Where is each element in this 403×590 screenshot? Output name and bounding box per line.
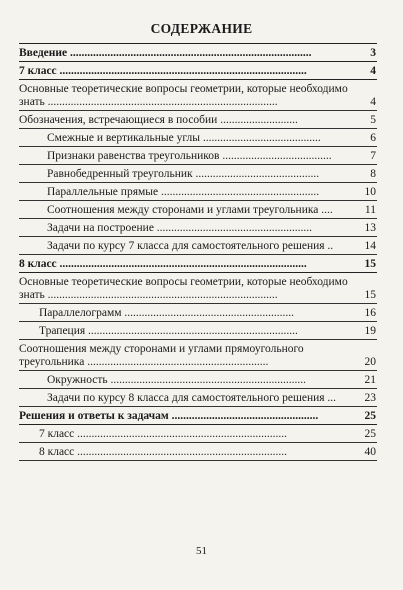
toc-entry-page: 25 [364, 428, 376, 440]
toc-entry-title: Равнобедренный треугольник ........................................... [47, 168, 320, 180]
toc-entry-page: 8 [370, 168, 376, 180]
toc-entry-page: 11 [364, 204, 376, 216]
toc-entry [19, 443, 377, 461]
toc-entry-page: 13 [364, 222, 376, 234]
page-number: 51 [196, 545, 207, 557]
page-title: СОДЕРЖАНИЕ [150, 21, 253, 36]
toc-entry [19, 425, 377, 443]
toc-entry-page: 3 [370, 47, 376, 59]
toc-entry-page: 15 [364, 289, 376, 301]
toc-entry-title: Решения и ответы к задачам ................................................... [19, 410, 319, 422]
toc-entry [19, 389, 377, 407]
toc-entry-title: Обозначения, встречающиеся в пособии ........................... [19, 114, 298, 126]
toc-entry-page: 20 [364, 356, 376, 368]
toc-entry-page: 21 [364, 374, 376, 386]
toc-entry-title: 8 класс ......................................................................... [39, 446, 288, 458]
toc-entry [19, 273, 377, 304]
toc-entry [19, 44, 377, 62]
toc-entry [19, 304, 377, 322]
toc-entry [19, 371, 377, 389]
toc-entry-title: Признаки равенства треугольников ...................................... [47, 150, 332, 162]
toc-entry-page: 4 [370, 96, 376, 108]
toc-entry-title: 7 класс ......................................................................... [39, 428, 288, 440]
toc-entry-page: 19 [364, 325, 376, 337]
toc-entry-page: 40 [364, 446, 376, 458]
toc-entry-page: 14 [364, 240, 376, 252]
toc-entry [19, 340, 377, 371]
toc-entry [19, 237, 377, 255]
toc-entry [19, 201, 377, 219]
toc-entry [19, 165, 377, 183]
toc-entry [19, 407, 377, 425]
toc-entry-title: Соотношения между сторонами и углами прямоугольного треугольника ............................................................... [19, 343, 304, 368]
toc-entry [19, 62, 377, 80]
table-of-contents [19, 43, 377, 461]
toc-entry-title: Трапеция ......................................................................... [39, 325, 298, 337]
toc-entry-page: 6 [370, 132, 376, 144]
toc-entry-page: 4 [370, 65, 376, 77]
toc-entry-title: Задачи по курсу 7 класса для самостоятельного решения .. [47, 240, 334, 252]
toc-entry [19, 129, 377, 147]
toc-entry-title: Введение .................................................................................... [19, 47, 312, 59]
toc-entry [19, 219, 377, 237]
toc-entry-title: Основные теоретические вопросы геометрии, которые необходимо знать ................................................................................ [19, 276, 348, 301]
toc-entry-title: 7 класс ...................................................................................... [19, 65, 307, 77]
toc-entry-title: 8 класс ...................................................................................... [19, 258, 307, 270]
toc-entry-title: Задачи на построение ...................................................... [47, 222, 313, 234]
toc-entry [19, 111, 377, 129]
toc-entry-title: Параллельные прямые ....................................................... [47, 186, 320, 198]
toc-entry-title: Окружность .................................................................... [47, 374, 306, 386]
toc-entry [19, 147, 377, 165]
toc-entry [19, 322, 377, 340]
toc-entry-page: 15 [364, 258, 376, 270]
toc-entry-page: 7 [370, 150, 376, 162]
toc-entry-page: 25 [364, 410, 376, 422]
toc-entry-title: Основные теоретические вопросы геометрии, которые необходимо знать ................................................................................ [19, 83, 348, 108]
toc-entry-page: 10 [364, 186, 376, 198]
toc-entry [19, 80, 377, 111]
toc-entry [19, 183, 377, 201]
toc-entry-title: Смежные и вертикальные углы ......................................... [47, 132, 321, 144]
toc-entry-page: 23 [364, 392, 376, 404]
toc-entry-title: Параллелограмм ........................................................... [39, 307, 295, 319]
toc-entry [19, 255, 377, 273]
toc-entry-title: Соотношения между сторонами и углами треугольника .... [47, 204, 333, 216]
toc-entry-title: Задачи по курсу 8 класса для самостоятельного решения ... [47, 392, 337, 404]
toc-entry-page: 5 [370, 114, 376, 126]
toc-entry-page: 16 [364, 307, 376, 319]
